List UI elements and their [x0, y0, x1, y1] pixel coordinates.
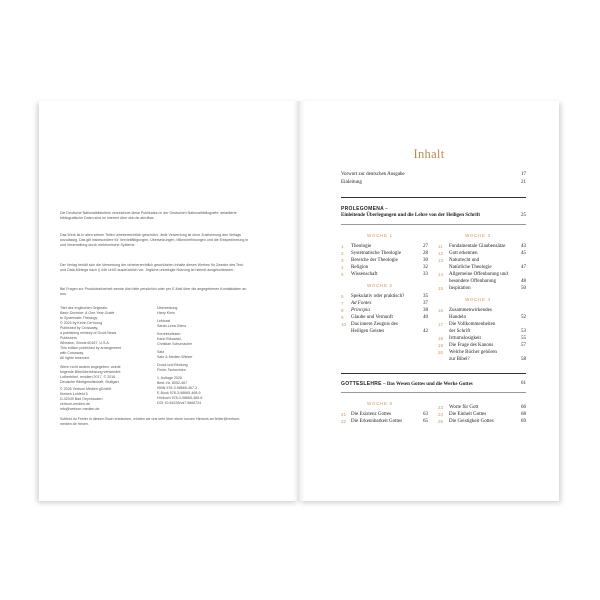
entry-number: 12	[438, 251, 444, 256]
entry-number: 2	[341, 251, 344, 256]
toc-entry: Welche Bücher gehören	[449, 350, 497, 355]
toc-entry: Inspiration	[449, 286, 471, 291]
credit-value: Harry Klein	[157, 311, 175, 315]
entry-number: 25	[438, 419, 444, 424]
toc-page-number: 43	[521, 244, 526, 249]
toc-entry: Bereiche der Theologie	[351, 258, 398, 263]
entry-number: 18	[438, 336, 444, 341]
credit-value: Finidr, Tschechien	[157, 368, 186, 372]
credit-value: Karin Brkowski,	[157, 337, 182, 341]
imprint-para-4: Bei Fragen zur Produktsicherheit wende dich bitte persönlich oder per E-Mail über die angegebenen Kontaktdaten an uns.	[60, 287, 247, 296]
imprint-line: Publishers	[60, 336, 77, 340]
week-label: WOCHE 4	[465, 297, 491, 302]
toc-entry: Theologie	[351, 244, 372, 249]
toc-entry: Zusammenwirkendes	[449, 308, 492, 313]
toc-page-number: 57	[521, 343, 526, 348]
toc-entry-foreword: Vorwort zur deutschen Ausgabe	[341, 172, 405, 177]
toc-page-number: 42	[423, 329, 428, 334]
toc-page-number: 33	[423, 272, 428, 277]
entry-number: 1	[341, 244, 344, 249]
entry-number: 8	[341, 308, 344, 313]
toc-page-number: 68	[521, 412, 526, 417]
doi: DOI 10.54226/vd7.5666724	[157, 401, 202, 405]
entry-number: 9	[341, 315, 344, 320]
toc-entry: Die Frage des Kanons	[449, 343, 494, 348]
entry-number: 15	[438, 286, 444, 291]
divider	[341, 224, 526, 225]
week-label: WOCHE 3	[465, 233, 491, 238]
toc-entry-continued: besondere Offenbarung	[449, 279, 496, 284]
toc-entry: Die Einheit Gottes	[449, 412, 487, 417]
toc-entry: Die Geistigkeit Gottes	[449, 419, 494, 424]
toc-entry-continued: Handeln	[449, 315, 466, 320]
toc-page-number: 65	[423, 419, 428, 424]
imprint-line: info@verbum-medien.de	[60, 407, 100, 411]
toc-title: Inhalt	[413, 147, 445, 161]
toc-page-number: 45	[521, 251, 526, 256]
toc-page-number: 61	[521, 381, 526, 386]
toc-entry-continued: zur Bibel?	[449, 357, 470, 362]
toc-entry-introduction: Einleitung	[341, 180, 362, 185]
credit-label: Druck und Bindung	[157, 363, 188, 367]
toc-page	[299, 101, 559, 501]
toc-entry: Wissenschaft	[351, 272, 378, 277]
imprint-line: © 2024 by Kevin DeYoung	[60, 321, 103, 325]
toc-page-number: 53	[521, 329, 526, 334]
imprint-line: D-32049 Bad Oeynhausen	[60, 397, 103, 401]
toc-page-number: 66	[521, 405, 526, 410]
entry-number: 24	[438, 412, 444, 417]
isbn: ISBN 978-3-98665-467-2	[157, 386, 198, 390]
week-label: WOCHE 2	[367, 283, 393, 288]
imprint-line: This edition published by arrangement	[60, 346, 121, 350]
part-dash: –	[381, 382, 387, 387]
imprint-line: to Systematic Theology	[60, 316, 98, 320]
toc-entry: Fundamentale Glaubensätze	[449, 244, 506, 249]
entry-number: 4	[341, 265, 344, 270]
toc-page-number: 40	[423, 315, 428, 320]
entry-number: 17	[438, 322, 444, 327]
week-label: WOCHE 5	[367, 401, 393, 406]
toc-page-number: 30	[423, 258, 428, 263]
toc-page-number: 38	[423, 308, 428, 313]
imprint-line: folgende Bibelübersetzung verwendet:	[60, 370, 122, 374]
imprint-para-3: Der Verlag behält sich die Verwertung der urheberrechtlich geschützten Inhalte dieses Werkes für Zwecke des Text- und Data-Minings nach § 44b UrhG ausdrücklich vor. Jegliche unbefugte Nutzung ist hiermit ausgeschlossen.	[60, 263, 244, 272]
imprint-line: a publishing ministry of Good News	[60, 331, 117, 335]
entry-number: 16	[438, 308, 444, 313]
credit-value: Christian Schumacher	[157, 342, 193, 346]
toc-page-number: 69	[521, 419, 526, 424]
original-title-block	[60, 306, 142, 361]
toc-entry: Religion	[351, 265, 369, 270]
imprint-line: Wenn nicht anders angegeben, wurde	[60, 365, 121, 369]
publisher-block	[60, 387, 142, 412]
toc-entry: Systematische Theologie	[351, 251, 402, 256]
toc-page-number: 17	[521, 172, 526, 177]
toc-page-number: 47	[521, 265, 526, 270]
imprint-line: Titel des englischen Originals:	[60, 306, 108, 310]
toc-entry: Irrtumslosigkeit	[449, 336, 481, 341]
entry-number: 13	[438, 258, 444, 263]
entry-number: 22	[341, 419, 347, 424]
entry-number: 11	[438, 244, 443, 249]
toc-page-number: 35	[423, 294, 428, 299]
toc-entry: Gott erkennen	[449, 251, 478, 256]
toc-entry: Allgemeine Offenbarung und	[449, 272, 508, 277]
entry-number: 6	[341, 294, 344, 299]
part-subtitle: Das Wesen Gottes und die Werke Gottes	[386, 382, 473, 387]
bible-translation-block	[60, 365, 142, 385]
order-number: Best.-Nr. 8052-467	[157, 381, 188, 385]
isbn-ebook: E-Book 978-3-98665-468-9	[157, 391, 201, 395]
entry-number: 10	[341, 322, 347, 327]
imprint-para-1: Die Deutsche Nationalbibliothek verzeichnet diese Publikation in der Deutschen Nationalbibliografie; detaillierte bibliografische Daten sind im Internet über dnb.de abrufbar.	[60, 211, 237, 220]
credit-label: Korrekturlesen	[157, 332, 181, 336]
credit-label: Übersetzung	[157, 306, 178, 310]
toc-page-number: 28	[423, 251, 428, 256]
imprint-line: © 2026 Verbum Medien gGmbH	[60, 387, 112, 391]
toc-entry-continued: Natürliche Theologie	[449, 265, 492, 270]
book-spread	[39, 101, 559, 501]
toc-entry-continued: Heiligen Geistes	[351, 329, 385, 334]
imprint-line: Lutherbibel, revidiert 2017, © 2016	[60, 375, 116, 379]
divider	[341, 392, 526, 393]
toc-page-number: 32	[423, 265, 428, 270]
toc-entry: Die Existenz Gottes	[351, 412, 391, 417]
toc-entry: Spekulativ oder praktisch?	[351, 294, 405, 299]
toc-page-number: 63	[423, 412, 428, 417]
toc-entry: Die Vollkommenheiten	[449, 322, 496, 327]
part-dash: –	[384, 207, 388, 212]
part-caps: PROLEGOMENA	[341, 206, 385, 212]
entry-number: 21	[341, 412, 347, 417]
entry-number: 19	[438, 343, 444, 348]
isbn-audio: Hörbuch 978-3-98665-469-6	[157, 396, 203, 400]
toc-page-number: 48	[521, 279, 526, 284]
edition-line: 1. Auflage 2026	[157, 376, 182, 380]
part-caps: GOTTESLEHRE	[341, 381, 382, 387]
entry-number: 20	[438, 350, 444, 355]
toc-page-number: 25	[521, 213, 526, 218]
toc-entry: Die Erkennbarkeit Gottes	[351, 419, 403, 424]
toc-entry: Principia	[351, 308, 370, 313]
toc-page-number: 50	[521, 286, 526, 291]
toc-entry-continued: der Schrift	[449, 329, 471, 334]
errata-note: Solltest du Fehler in diesem Buch entdecken, würden wir uns sehr über einen kurzen Hinweis an fehler@verbum-medien.de freuen.	[60, 417, 241, 426]
entry-number: 5	[341, 272, 344, 277]
part-subtitle: Einleitende Überlegungen und die Lehre von der Heiligen Schrift	[341, 213, 480, 218]
credit-label: Lektorat	[157, 319, 170, 323]
divider	[341, 197, 526, 198]
part-heading-gotteslehre	[341, 381, 473, 389]
toc-entry: Das innere Zeugnis des	[351, 322, 398, 327]
table-of-contents	[299, 101, 559, 501]
toc-page-number: 58	[521, 357, 526, 362]
entry-number: 23	[438, 405, 444, 410]
imprint-line: Deutsche Bibelgesellschaft, Stuttgart	[60, 380, 119, 384]
credit-label: Satz	[157, 350, 165, 354]
imprint-line: Kleines Lohfeld 5	[60, 392, 88, 396]
toc-page-number: 21	[521, 180, 526, 185]
toc-entry: Worte für Gott	[449, 405, 479, 410]
credits-column	[157, 306, 237, 406]
toc-entry: Glaube und Vernunft	[351, 315, 393, 320]
imprint-line: Basic Doctrine: A One-Year Guide	[60, 311, 115, 315]
toc-page-number: 27	[423, 244, 428, 249]
imprint-page	[39, 101, 299, 501]
entry-number: 7	[341, 301, 344, 306]
imprint-line: verbum-medien.de	[60, 402, 90, 406]
toc-page-number: 37	[423, 301, 428, 306]
credit-value: Sarah-Lena Glenz	[157, 324, 187, 328]
toc-page-number: 52	[521, 315, 526, 320]
toc-entry: Naturrecht und	[449, 258, 480, 263]
imprint-para-2: Das Werk ist in allen seinen Teilen urheberrechtlich geschützt. Jede Verwertung ist ohne Zustimmung des Verlags unzulässig. Das gilt insbesondere für Vervielfältigungen, Übersetzungen, Mikroverfilmungen und die Einspeicherung in und Verarbeitung durch elektronische Systeme.	[60, 233, 249, 247]
imprint-line: Published by Crossway,	[60, 326, 99, 330]
entry-number: 14	[438, 272, 444, 277]
divider	[341, 373, 526, 374]
imprint-line: Wheaton, Illinois 60187, U.S.A.	[60, 341, 110, 345]
credit-value: Satz & Medien Wieser	[157, 355, 193, 359]
toc-entry: Ad Fontes	[351, 301, 372, 306]
toc-page-number: 55	[521, 336, 526, 341]
week-label: WOCHE 1	[367, 233, 393, 238]
entry-number: 3	[341, 258, 344, 263]
imprint-line: with Crossway.	[60, 351, 84, 355]
imprint-line: All rights reserved.	[60, 356, 90, 360]
